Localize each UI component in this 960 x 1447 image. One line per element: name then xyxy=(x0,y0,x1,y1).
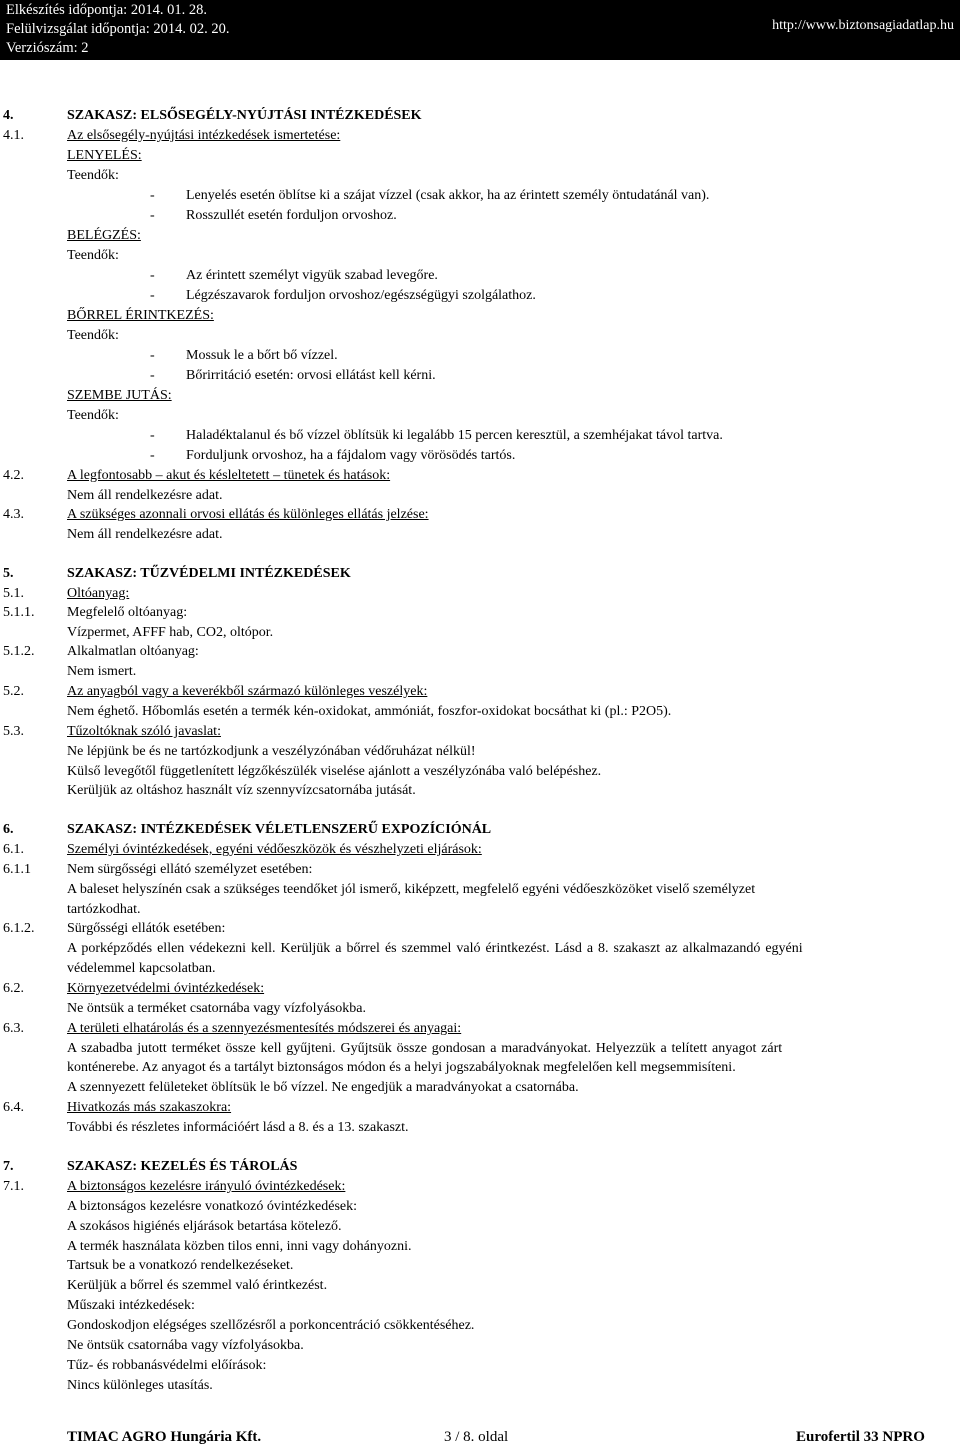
handling-line: Tartsuk be a vonatkozó rendelkezéseket. xyxy=(67,1258,294,1273)
section-4-number: 4. xyxy=(3,108,14,123)
subsection-number: 4.1. xyxy=(3,128,24,143)
handling-line: Műszaki intézkedések: xyxy=(67,1298,195,1313)
subsection-text: Nem éghető. Hőbomlás esetén a termék kén-oxidokat, ammóniát, foszfor-oxidokat bocsáthat ki (pl.: P2O5). xyxy=(67,704,672,719)
subsection-text: Nem áll rendelkezésre adat. xyxy=(67,488,223,503)
list-item: Bőrirritáció esetén: orvosi ellátást kell kérni. xyxy=(186,368,436,383)
handling-line: A biztonságos kezelésre vonatkozó óvintézkedések: xyxy=(67,1199,358,1214)
subsection-7-1-title: A biztonságos kezelésre irányuló óvintézkedések: xyxy=(67,1179,346,1194)
list-item: Lenyelés esetén öblítse ki a szájat vízzel (csak akkor, ha az érintett személy öntudatánál van). xyxy=(186,188,710,203)
bullet-dash: - xyxy=(150,288,155,303)
subsection-number: 6.1.1 xyxy=(3,862,31,877)
subsection-text: Nem ismert. xyxy=(67,664,137,679)
subsection-title: Nem sürgősségi ellátó személyzet esetében: xyxy=(67,862,313,877)
subsection-text: Ne lépjünk be és ne tartózkodjunk a veszélyzónában védőruházat nélkül! xyxy=(67,744,476,759)
subsection-number: 7.1. xyxy=(3,1179,24,1194)
handling-line: Ne öntsük csatornába vagy vízfolyásokba. xyxy=(67,1338,304,1353)
list-item: Az érintett személyt vigyük szabad levegőre. xyxy=(186,268,438,283)
subsection-number: 4.3. xyxy=(3,507,24,522)
subsection-5-2-title: Az anyagból vagy a keverékből származó különleges veszélyek: xyxy=(67,684,428,699)
bullet-dash: - xyxy=(150,448,155,463)
section-4-title: SZAKASZ: ELSŐSEGÉLY-NYÚJTÁSI INTÉZKEDÉSEK xyxy=(67,108,422,123)
bullet-dash: - xyxy=(150,208,155,223)
version-number: Verziószám: 2 xyxy=(6,40,89,56)
bullet-dash: - xyxy=(150,268,155,283)
subsection-number: 6.3. xyxy=(3,1021,24,1036)
skin-contact-heading: BŐRREL ÉRINTKEZÉS: xyxy=(67,308,214,323)
subsection-number: 6.2. xyxy=(3,981,24,996)
subsection-6-4-title: Hivatkozás más szakaszokra: xyxy=(67,1100,232,1115)
handling-line: A termék használata közben tilos enni, inni vagy dohányozni. xyxy=(67,1239,412,1254)
actions-label: Teendők: xyxy=(67,408,119,423)
subsection-6-1-title: Személyi óvintézkedések, egyéni védőeszközök és vészhelyzeti eljárások: xyxy=(67,842,482,857)
section-5-title: SZAKASZ: TŰZVÉDELMI INTÉZKEDÉSEK xyxy=(67,566,351,581)
subsection-4-1-title: Az elsősegély-nyújtási intézkedések ismertetése: xyxy=(67,128,341,143)
handling-line: Nincs különleges utasítás. xyxy=(67,1378,213,1393)
bullet-dash: - xyxy=(150,428,155,443)
subsection-text: A baleset helyszínén csak a szükséges teendőket jól ismerő, kiképzett, megfelelő egyéni védőeszközöket viselő személyzet xyxy=(67,882,756,897)
creation-date: Elkészítés időpontja: 2014. 01. 28. xyxy=(6,2,207,18)
subsection-text: A szabadba jutott terméket össze kell gyűjteni. Gyűjtsük össze gondosan a maradványokat. Helyezzük a telített anyagot zárt xyxy=(67,1041,783,1056)
section-6-number: 6. xyxy=(3,822,14,837)
subsection-number: 5.1. xyxy=(3,586,24,601)
subsection-title: Megfelelő oltóanyag: xyxy=(67,605,188,620)
handling-line: A szokásos higiénés eljárások betartása kötelező. xyxy=(67,1219,342,1234)
list-item: Mossuk le a bőrt bő vízzel. xyxy=(186,348,338,363)
subsection-text: védelemmel kapcsolatban. xyxy=(67,961,216,976)
subsection-text: További és részletes információért lásd a 8. és a 13. szakaszt. xyxy=(67,1120,409,1135)
subsection-text: A porképződés ellen védekezni kell. Kerüljük a bőrrel és szemmel való érintkezést. Lásd a 8. szakaszt az alkalmazandó egyéni xyxy=(67,941,803,956)
subsection-number: 6.1. xyxy=(3,842,24,857)
subsection-number: 5.1.2. xyxy=(3,644,35,659)
handling-line: Tűz- és robbanásvédelmi előírások: xyxy=(67,1358,267,1373)
list-item: Forduljunk orvoshoz, ha a fájdalom vagy vörösödés tartós. xyxy=(186,448,516,463)
actions-label: Teendők: xyxy=(67,248,119,263)
list-item: Rosszullét esetén forduljon orvoshoz. xyxy=(186,208,397,223)
revision-date: Felülvizsgálat időpontja: 2014. 02. 20. xyxy=(6,21,230,37)
section-5-number: 5. xyxy=(3,566,14,581)
subsection-number: 5.3. xyxy=(3,724,24,739)
actions-label: Teendők: xyxy=(67,168,119,183)
subsection-4-3-title: A szükséges azonnali orvosi ellátás és különleges ellátás jelzése: xyxy=(67,507,429,522)
subsection-text: Külső levegőtől függetlenített légzőkészülék viselése ajánlott a veszélyzónába való belépéshez. xyxy=(67,764,602,779)
subsection-6-3-title: A területi elhatárolás és a szennyezésmentesítés módszerei és anyagai: xyxy=(67,1021,462,1036)
website-link[interactable]: http://www.biztonsagiadatlap.hu xyxy=(772,18,954,33)
document-header xyxy=(0,0,960,60)
subsection-text: Vízpermet, AFFF hab, CO2, oltópor. xyxy=(67,625,274,640)
subsection-text: konténerebe. Az anyagot és a tartályt biztonságos módon és a helyi jogszabályoknak megfelelően kell megsemmisíteni. xyxy=(67,1060,736,1075)
subsection-text: Nem áll rendelkezésre adat. xyxy=(67,527,223,542)
subsection-number: 5.2. xyxy=(3,684,24,699)
handling-line: Gondoskodjon elégséges szellőzésről a porkoncentráció csökkentéséhez. xyxy=(67,1318,475,1333)
subsection-5-3-title: Tűzoltóknak szóló javaslat: xyxy=(67,724,221,739)
subsection-text: Ne öntsük a terméket csatornába vagy vízfolyásokba. xyxy=(67,1001,366,1016)
subsection-text: A szennyezett felületeket öblítsük le bő vízzel. Ne engedjük a maradványokat a csatornába. xyxy=(67,1080,579,1095)
list-item: Légzészavarok forduljon orvoshoz/egészségügyi szolgálathoz. xyxy=(186,288,536,303)
section-7-number: 7. xyxy=(3,1159,14,1174)
subsection-number: 5.1.1. xyxy=(3,605,35,620)
footer-company: TIMAC AGRO Hungária Kft. xyxy=(67,1429,262,1445)
bullet-dash: - xyxy=(150,368,155,383)
eye-contact-heading: SZEMBE JUTÁS: xyxy=(67,388,172,403)
handling-line: Kerüljük a bőrrel és szemmel való érintkezést. xyxy=(67,1278,328,1293)
ingestion-heading: LENYELÉS: xyxy=(67,148,142,163)
bullet-dash: - xyxy=(150,348,155,363)
subsection-6-2-title: Környezetvédelmi óvintézkedések: xyxy=(67,981,265,996)
actions-label: Teendők: xyxy=(67,328,119,343)
list-item: Haladéktalanul és bő vízzel öblítsük ki legalább 15 percen keresztül, a szemhéjakat távol tartva. xyxy=(186,428,723,443)
subsection-title: Sürgősségi ellátók esetében: xyxy=(67,921,226,936)
subsection-number: 6.1.2. xyxy=(3,921,35,936)
inhalation-heading: BELÉGZÉS: xyxy=(67,228,141,243)
subsection-text: Kerüljük az oltáshoz használt víz szennyvízcsatornába jutását. xyxy=(67,783,416,798)
subsection-number: 6.4. xyxy=(3,1100,24,1115)
footer-page-number: 3 / 8. oldal xyxy=(444,1429,509,1445)
subsection-title: Alkalmatlan oltóanyag: xyxy=(67,644,199,659)
subsection-text: tartózkodhat. xyxy=(67,902,141,917)
bullet-dash: - xyxy=(150,188,155,203)
subsection-number: 4.2. xyxy=(3,468,24,483)
section-6-title: SZAKASZ: INTÉZKEDÉSEK VÉLETLENSZERŰ EXPOZÍCIÓNÁL xyxy=(67,822,492,837)
subsection-4-2-title: A legfontosabb – akut és késleltetett – tünetek és hatások: xyxy=(67,468,391,483)
subsection-5-1-title: Oltóanyag: xyxy=(67,586,130,601)
footer-product: Eurofertil 33 NPRO xyxy=(796,1429,925,1445)
section-7-title: SZAKASZ: KEZELÉS ÉS TÁROLÁS xyxy=(67,1159,298,1174)
